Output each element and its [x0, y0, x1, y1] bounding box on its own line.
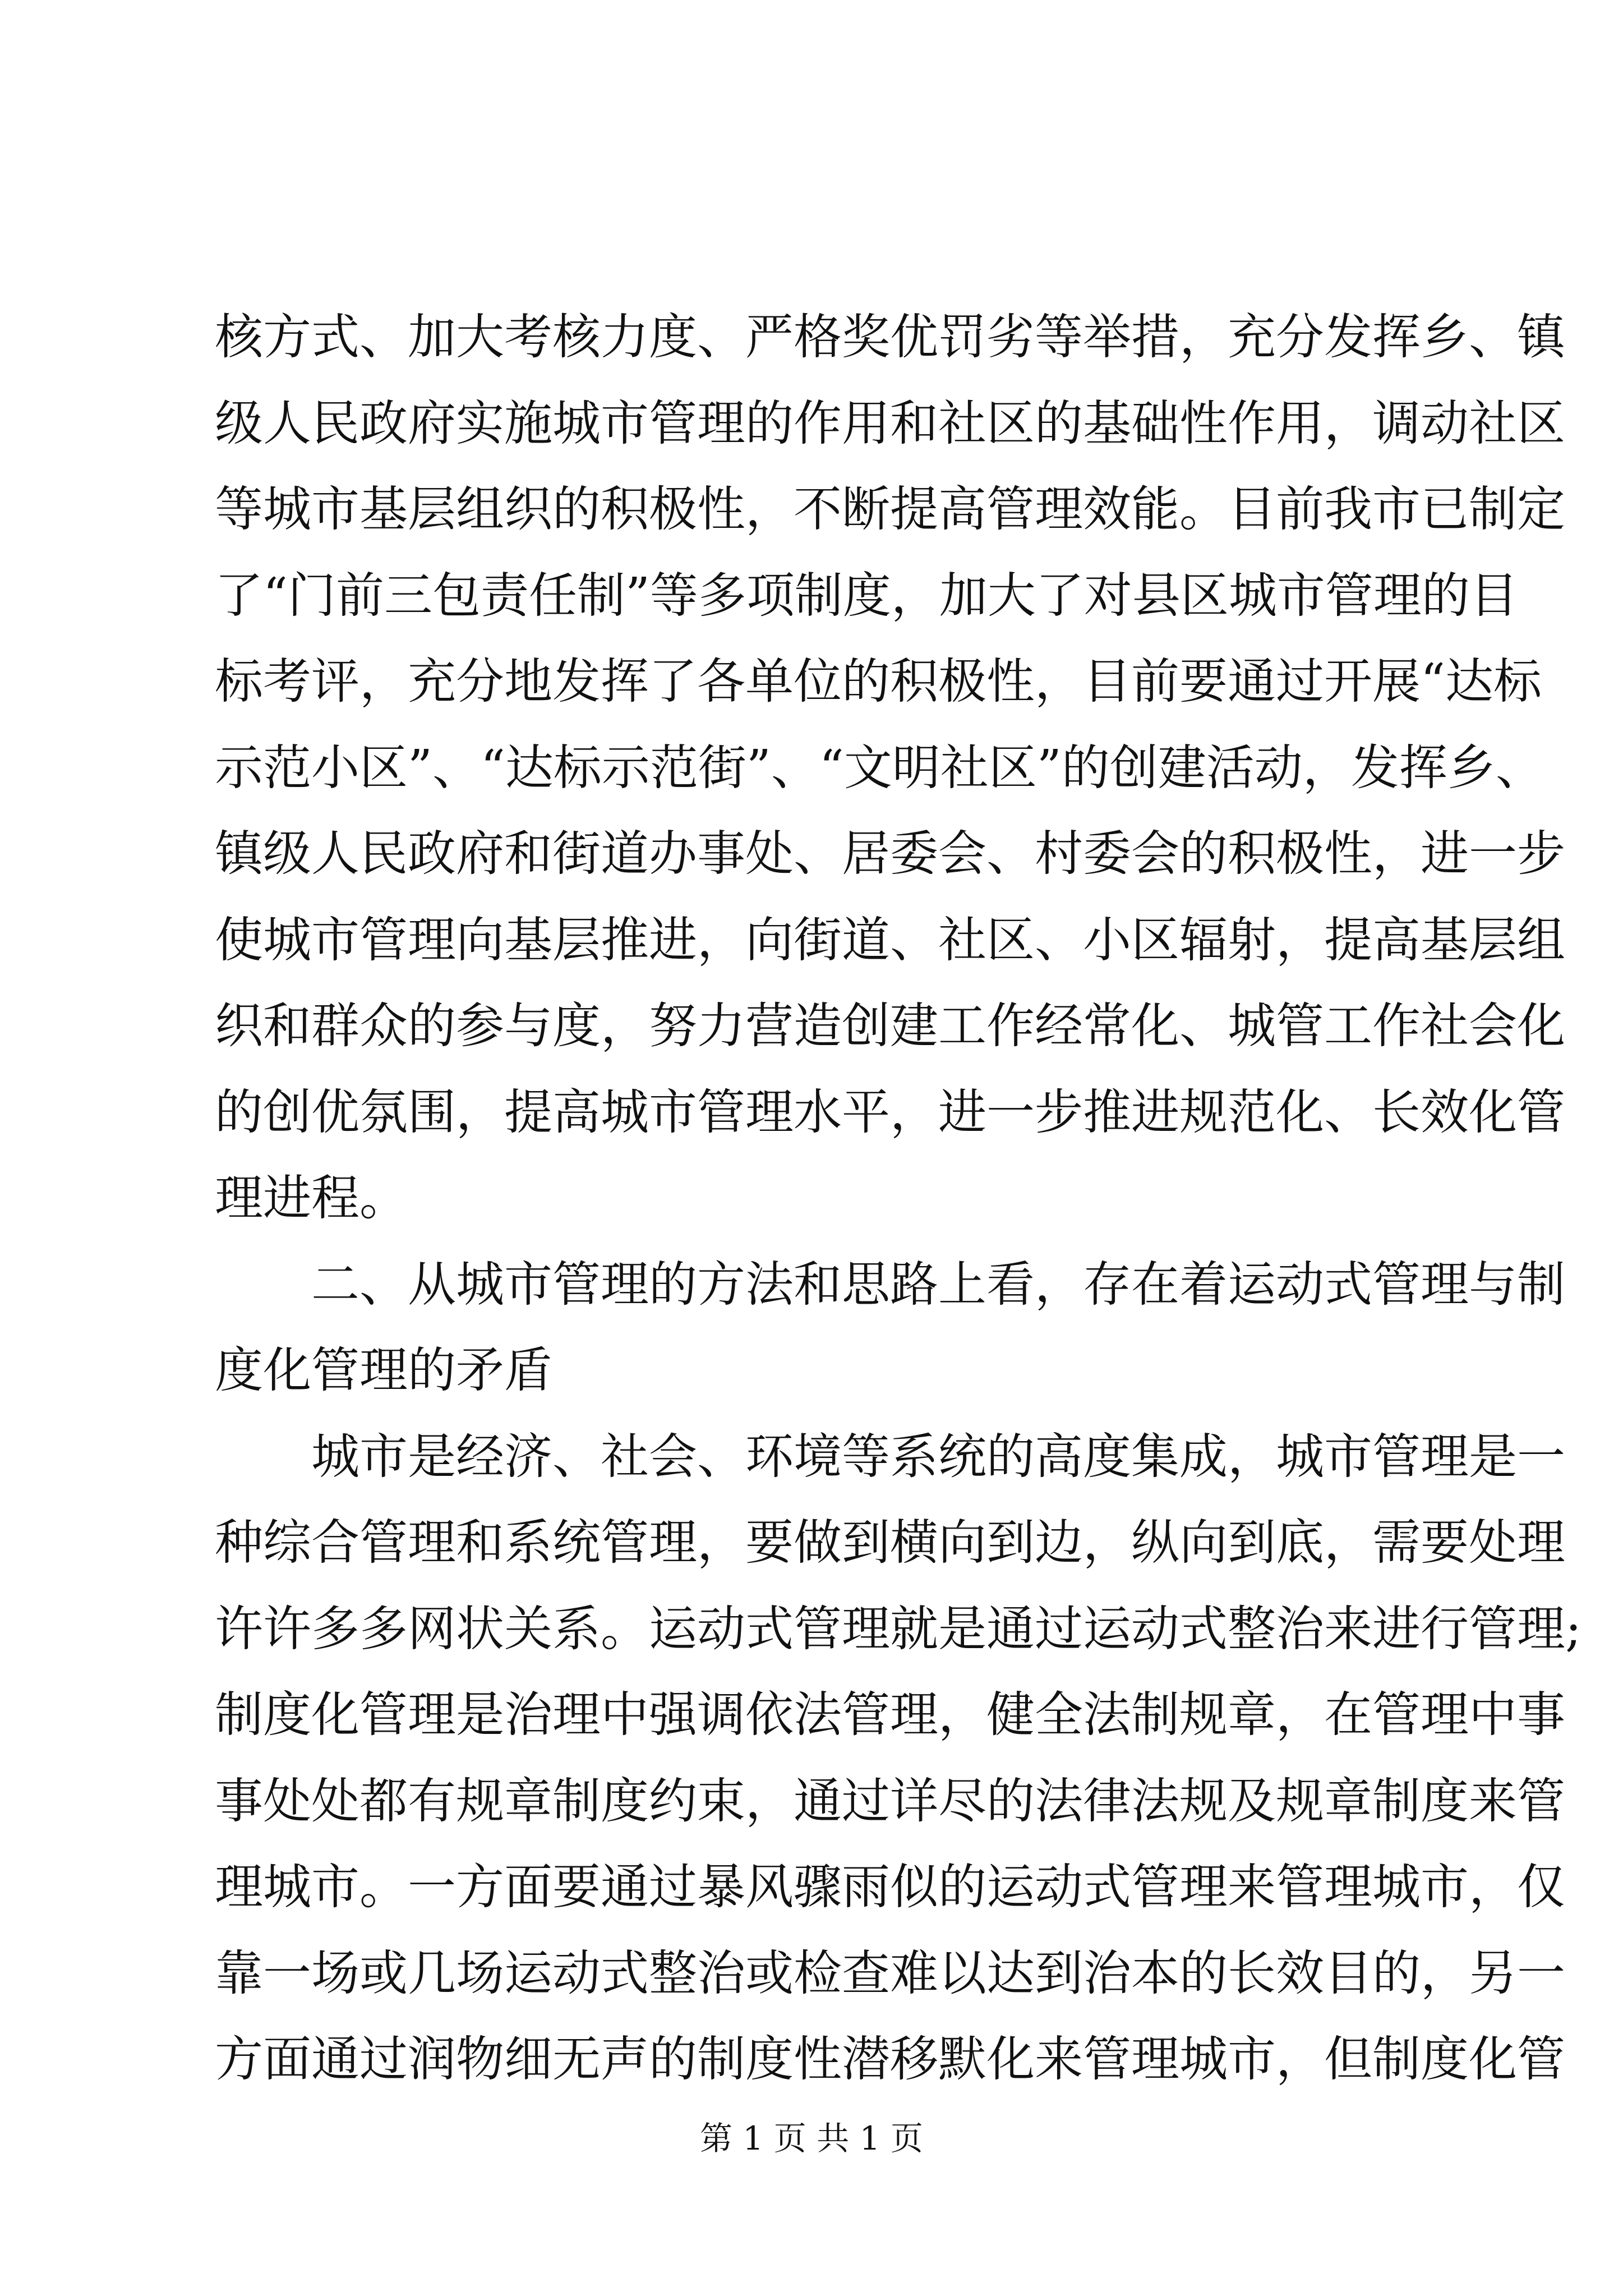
text-line: 种综合管理和系统管理，要做到横向到边，纵向到底，需要处理	[215, 1515, 1565, 1571]
text-line: 织和群众的参与度，努力营造创建工作经常化、城管工作社会化	[215, 998, 1565, 1054]
text-line: 理进程。	[215, 1170, 408, 1226]
text-line: 方面通过润物细无声的制度性潜移默化来管理城市，但制度化管	[215, 2031, 1565, 2087]
text-line: 使城市管理向基层推进，向街道、社区、小区辐射，提高基层组	[215, 912, 1565, 968]
text-line: 靠一场或几场运动式整治或检查难以达到治本的长效目的，另一	[215, 1945, 1565, 2001]
text-line: 制度化管理是治理中强调依法管理，健全法制规章，在管理中事	[215, 1687, 1565, 1743]
text-line: 城市是经济、社会、环境等系统的高度集成，城市管理是一	[311, 1428, 1565, 1485]
text-line: 的创优氛围，提高城市管理水平，进一步推进规范化、长效化管	[215, 1084, 1565, 1140]
page-footer: 第 1 页 共 1 页	[700, 2119, 923, 2157]
body-text	[215, 295, 1581, 2103]
text-line: 事处处都有规章制度约束，通过详尽的法律法规及规章制度来管	[215, 1773, 1565, 1829]
text-line: 许许多多网状关系。运动式管理就是通过运动式整治来进行管理;	[215, 1600, 1581, 1657]
text-line: 级人民政府实施城市管理的作用和社区的基础性作用，调动社区	[215, 395, 1565, 452]
text-line: 度化管理的矛盾	[215, 1342, 552, 1398]
text-line: 核方式、加大考核力度、严格奖优罚劣等举措，充分发挥乡、镇	[215, 309, 1565, 365]
text-line: 理城市。一方面要通过暴风骤雨似的运动式管理来管理城市，仅	[215, 1859, 1565, 1915]
text-line: 示范小区”、“达标示范街”、“文明社区”的创建活动，发挥乡、	[215, 739, 1544, 796]
text-line: 镇级人民政府和街道办事处、居委会、村委会的积极性，进一步	[215, 826, 1565, 882]
text-line: 标考评，充分地发挥了各单位的积极性，目前要通过开展“达标	[215, 654, 1542, 710]
text-line: 二、从城市管理的方法和思路上看，存在着运动式管理与制	[311, 1256, 1565, 1313]
text-line: 了“门前三包责任制”等多项制度，加大了对县区城市管理的目	[215, 567, 1518, 624]
text-line: 等城市基层组织的积极性，不断提高管理效能。目前我市已制定	[215, 481, 1565, 537]
